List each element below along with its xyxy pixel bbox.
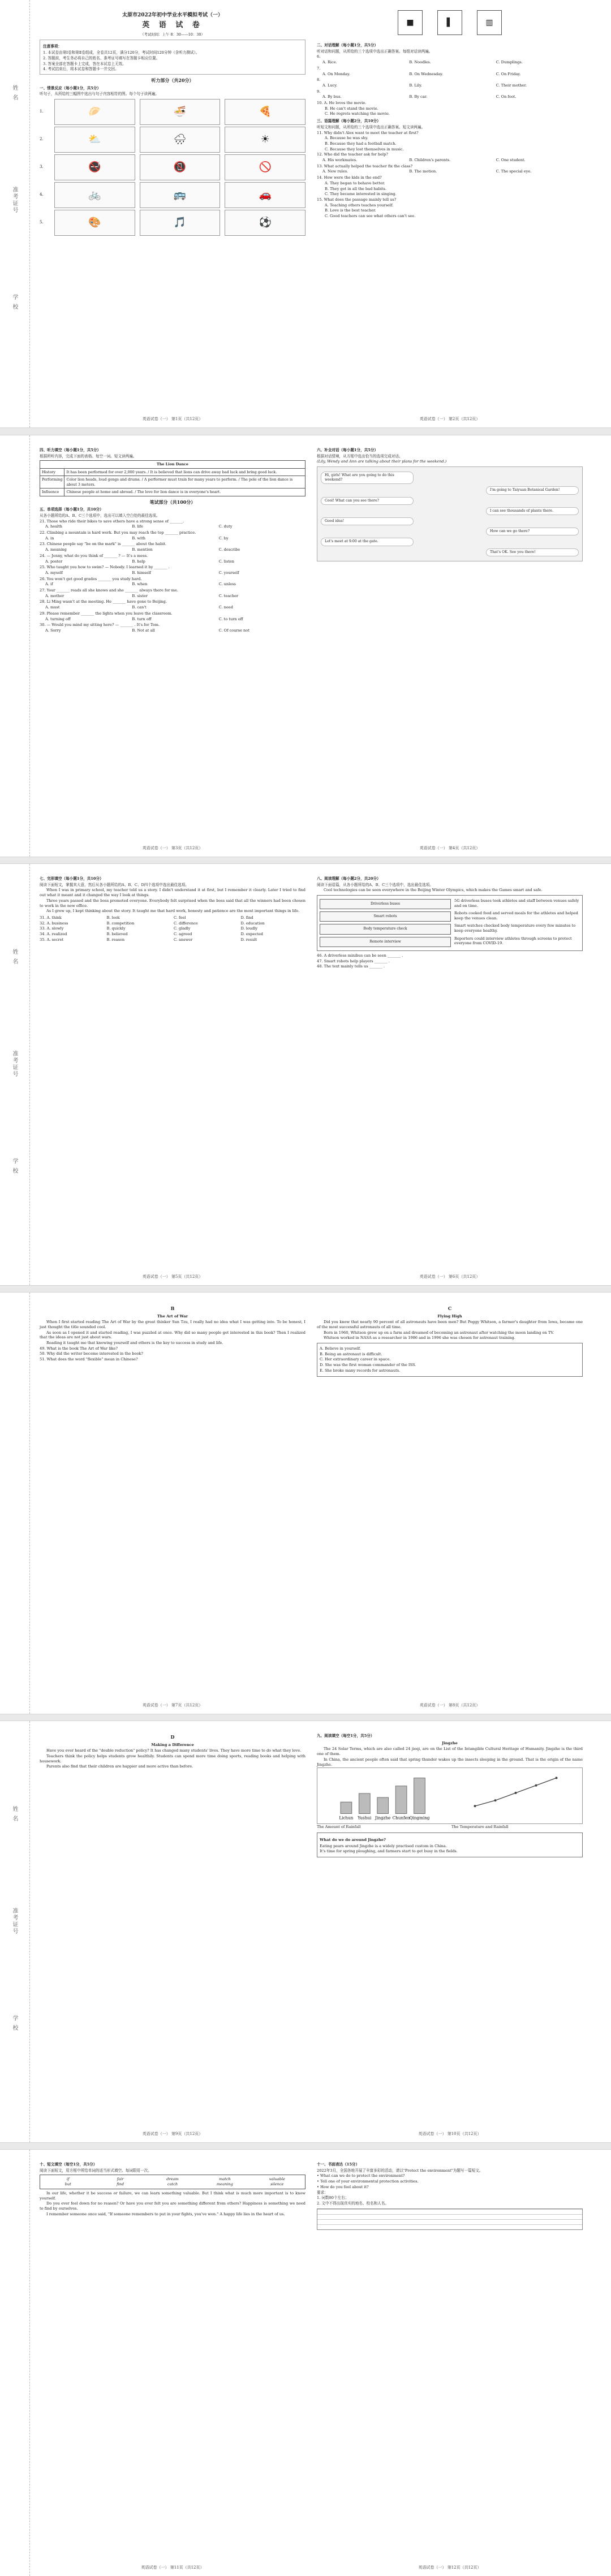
page-footer: 英语试卷（一） 第12页（共12页）	[418, 2565, 481, 2570]
rainfall-bar	[377, 1797, 389, 1813]
page-footer: 英语试卷（一） 第3页（共12页）	[142, 846, 203, 850]
picture-option: 🚫	[225, 154, 306, 180]
picture-option: 🍕	[225, 99, 306, 125]
spread-6	[0, 2150, 611, 2576]
temperature-point	[535, 1784, 537, 1787]
picture-box: ▌	[437, 10, 462, 35]
page-footer: 英语试卷（一） 第9页（共12页）	[142, 2132, 203, 2136]
page-2: 二、对话理解（每小题1分，共5分） 听对话和问题，从所给的三个选项中选出正确答案。每组对话读两遍。 6. A. Rice. B. Noodles. C. Dumplings. 7. A. On Monday. B. On Wednesday. C. On Friday. 8. A. Lucy. B. Lily. C. Their mother. 9. A. By bus. B. By car. C. On foot. 10. A. He loves the movie. B. He can't stand the movie. C. He regrets watching the movie. 三、语篇理解（每小题2分，共10分） 听短文和问题，从所给的三个选项中选出正确答案。短文读两遍。 11. Why didn't Alex want to meet the teacher at first? A. Because he was shy. B. Because they had a football match. C. Because they lost themselves in music. 12. Who did the teacher ask for help? A. His workmates. B. Children's parents. C. One student. 13. What actually helped the teacher fix the class? A. New rules. B. The motion. C. The special eye. 14. How were the kids in the end? A. They began to behave better. B. They got in all the bad habits. C. They became interested in singing. 15. What does the passage mainly tell us? A. Teaching others teaches yourself. B. Love is the best teacher. C. Good teachers can see what others can't see.	[317, 43, 532, 219]
temperature-point	[474, 1805, 476, 1807]
picture-option: 🚭	[54, 154, 135, 180]
picture-option: 🥟	[54, 99, 135, 125]
picture-box: ▥	[477, 10, 502, 35]
word-bank: if fair dream match valuable but find catch meaning silence	[40, 2175, 306, 2189]
chat-bubble: Good idea!	[321, 517, 414, 525]
picture-option: ⛅	[54, 127, 135, 153]
school-label: 学 校	[11, 294, 18, 311]
tech-cards: Driverless buses 5G driverless buses took athletes and staff between venues safely and on time. Smart robots Robots cooked food and served meals for the athletes and helped keep the venues clean. Body temperature check Smart watches checked body temperature every few minutes to keep everyone healthy. Remote interview Reporters could interview athletes through screens to protect everyone from COVID-19.	[317, 895, 583, 951]
bar-label: Jingzhe	[375, 1815, 391, 1821]
picture-option: 🌧	[140, 127, 221, 153]
spread-2	[0, 435, 611, 857]
page-8: C Flying High Did you know that nearly 90 percent of all astronauts have been men? But Peggy Whitson, a farmer's daughter from Iowa, became one of the most successful astronauts of all time. Born in 1960, Whitson grew up on a farm and dreamed of becoming an astronaut after watching the moon landing on TV. Whitson worked in NASA as a researcher in 1986 and in 1996 she was chosen for astronaut training. A. Believe in yourself. B. Being an astronaut is difficult. C. Her extraordinary career in space. D. She was the first woman commander of the ISS. E. She broke many records for astronauts.	[317, 1303, 583, 1379]
chat-bubble: That's OK. See you there!	[486, 548, 579, 556]
mcq-list: 21. Those who ride their bikes to save others have a strong sense of _______. A. health B. life C. duty 22. Climbing a mountain is hard work. But you may reach the top _______ practice. A. in B. with C. by 23. Chinese people say "be on the mark" is _______ about the habit. A. meaning B. mention C. describe 24. — Jenny, what do you think of _______ ? — It's a mess. A. poster B. help C. listen 25. Who taught you how to swim? — Nobody. I learned it by _______ . A. myself B. himself C. yourself 26. You won't get good grades _______ you study hard. A. if B. when C. unless 27. Your _______ reads all she knows and she _______ always there for me. A. mother B. sister C. teacher 28. Li Ming wasn't at the meeting. He _______ have gone to Beijing. A. must B. can't C. need 29. Please remember _______ the lights when you leave the classroom. A. turning off B. turn off C. to turn off 30. — Would you mind my sitting here? — _______ . It's for Tom. A. Sorry B. Not at all C. Of course not	[40, 518, 249, 633]
binding-gutter	[0, 0, 30, 427]
chat-bubble: Hi, girls! What are you going to do this weekend?	[321, 472, 414, 484]
answer-lines	[317, 2208, 583, 2230]
jingzhe-charts	[317, 1767, 583, 1824]
binding-gutter	[0, 435, 30, 857]
binding-gutter	[0, 1293, 30, 1714]
page-11: 十、短文填空（每空1分，共5分） 阅读下面短文，用方框中所给单词的适当形式填空。每词限用一次。 if fair dream match valuable but find catch meaning silence In our life, whether it be success or failure, we can learn something valuable. But I think what is much more important is to know yourself. Do you ever feel down for no reason? Or have you ever felt you are something different from others? Happiness is something we need to find by ourselves. I remember someone once said, "If someone remembers to put in your fights, you've won." A happy life lies in the heart of us.	[40, 2162, 306, 2216]
subject-title: 英 语 试 卷	[142, 20, 203, 29]
page-footer: 英语试卷（一） 第1页（共12页）	[142, 417, 203, 421]
jingzhe-customs: What do we do around Jingzhe? Eating pears around Jingzhe is a widely practised custom in China. It's time for spring ploughing, and farmers start to get busy in the fields.	[317, 1832, 583, 1857]
notice-box: 注意事项： 1. 本试卷由第Ⅰ卷和第Ⅱ卷组成，全卷共12页，满分120分，考试时间120分钟（含听力测试）。 2. 答题前，考生务必将自己的姓名、准考证号填写在答题卡相应位置。 3. 答案全部在答题卡上完成，答在本试卷上无效。 4. 考试结束后，将本试卷和答题卡一并交回。	[40, 40, 306, 75]
rainfall-bar-chart	[320, 1770, 448, 1821]
exam-title: 太原市2022年初中学业水平模拟考试（一）	[122, 12, 223, 18]
chat-dialog	[317, 466, 583, 561]
spread-3	[0, 864, 611, 1285]
name-label: 姓 名	[11, 85, 18, 102]
rainfall-bar	[341, 1802, 352, 1813]
exam-id-label: 准考证号	[11, 187, 18, 214]
spread-1	[0, 0, 611, 427]
page-5: 七、完形填空（每小题1分，共10分） 阅读下面短文，掌握其大意，然后从各小题所给的A、B、C、D四个选项中选出最佳选项。 When I was in primary school, my teacher told us a story. I didn't understand it at first, but I remember it clearly. Later I tried to find out what it meant and it changed the way I look at things. Three years passed and the boss promoted everyone. Everybody felt surprised when the boss said that all the winners had been chosen to work in the new office. As I grew up, I kept thinking about the story. It taught me that hard work, honesty and patience are the most important things in life. 31. A. think B. look C. feel D. find 32. A. business B. competition C. difference D. education 33. A. slowly B. quickly C. gladly D. loudly 34. A. realized B. believed C. agreed D. expected 35. A. secret B. reason C. answer D. result	[40, 876, 306, 942]
chat-bubble: How can we go there?	[486, 528, 579, 535]
page-3: 四、听力填空（每小题1分，共5分） 根据所听内容，完成下面的表格。每空一词。短文读两遍。 The Lion Dance History It has been performed for over 2,000 years. / It is believed that lions can drive away bad luck and bring good luck. Performing Color lion heads, loud gongs and drums. / A performer must train for many years to perform. / The pole of the lion dance is about 3 meters. Influence Chinese people at home and abroad. / The love for lion dance is in everyone's heart. 笔试部分（共100分） 五、单项选择（每小题1分，共10分） 从各小题所给的A、B、C三个选项中，选出可以填入空白处的最佳选项。 21. Those who ride their bikes to save others have a strong sense of _______. A. health B. life C. duty 22. Climbing a mountain is hard work. But you may reach the top _______ practice. A. in B. with C. by 23. Chinese people say "be on the mark" is _______ about the habit. A. meaning B. mention C. describe 24. — Jenny, what do you think of _______ ? — It's a mess. A. poster B. help C. listen 25. Who taught you how to swim? — Nobody. I learned it by _______ . A. myself B. himself C. yourself 26. You won't get good grades _______ you study hard. A. if B. when C. unless 27. Your _______ reads all she knows and she _______ always there for me. A. mother B. sister C. teacher 28. Li Ming wasn't at the meeting. He _______ have gone to Beijing. A. must B. can't C. need 29. Please remember _______ the lights when you leave the classroom. A. turning off B. turn off C. to turn off 30. — Would you mind my sitting here? — _______ . It's for Tom. A. Sorry B. Not at all C. Of course not	[40, 446, 306, 634]
picture-option: 🎵	[140, 210, 221, 236]
spread-4	[0, 1293, 611, 1714]
chat-bubble: Let's meet at 9:00 at the gate.	[321, 538, 414, 546]
top-picture-row	[317, 10, 583, 35]
page-footer: 英语试卷（一） 第8页（共12页）	[419, 1703, 480, 1708]
listening-title: 听力部分（共20分）	[151, 77, 194, 83]
bar-label: Qingming	[409, 1815, 430, 1821]
temperature-point	[494, 1800, 497, 1802]
picture-option: 🍜	[140, 99, 221, 125]
page-footer: 英语试卷（一） 第7页（共12页）	[142, 1703, 203, 1708]
time-note: （考试时间：上午 8：30——10：30）	[140, 32, 205, 37]
heading-options-box: A. Believe in yourself. B. Being an astronaut is difficult. C. Her extraordinary career in space. D. She was the first woman commander of the ISS. E. She broke many records for astronauts.	[317, 1343, 583, 1377]
chat-bubble: Cool! What can you see there?	[321, 497, 414, 505]
picture-option: 🚗	[225, 182, 306, 208]
chat-bubble: I can see thousands of plants there.	[486, 507, 579, 515]
binding-gutter: 姓 名 准考证号 学 校	[0, 1721, 30, 2142]
page-4: 六、补全对话（每小题1分，共5分） 根据对话情境，从方框中选出恰当的选项完成对话。 (Lily, Wendy and Ann are talking about their plans for the weekend.) Hi, girls! What are you going to do this weekend? I'm going to Taiyuan Botanical Garden! Cool! What can you see there? I can see thousands of plants there. Good idea! How can we go there? Let's meet at 9:00 at the gate. That's OK. See you there!	[317, 446, 583, 564]
page-12: 十一、书面表达（15分） 2022年3月，全国各地开展了丰富多彩的活动，请以"Protect the environment"为题写一篇短文。 • What can we do to protect the environment? • Tell one of your environmental protection activities. • How do you feel about it? 要求： 1. 词数80个左右； 2. 文中不得出现真实的地名、校名和人名。	[317, 2160, 583, 2232]
lion-dance-table: The Lion Dance History It has been performed for over 2,000 years. / It is believed that lions can drive away bad luck and bring good luck. Performing Color lion heads, loud gongs and drums. / A performer must train for many years to perform. / The pole of the lion dance is about 3 meters. Influence Chinese people at home and abroad. / The love for lion dance is in everyone's heart.	[40, 460, 306, 496]
page-footer: 英语试卷（一） 第2页（共12页）	[419, 417, 480, 421]
picture-option: 📵	[140, 154, 221, 180]
cloze-options: 31. A. think B. look C. feel D. find 32. A. business B. competition C. difference D. education 33. A. slowly B. quickly C. gladly D. loudly 34. A. realized B. believed C. agreed D. expected 35. A. secret B. reason C. answer D. result	[40, 915, 265, 942]
bar-label: Lichun	[339, 1815, 354, 1821]
temperature-point	[556, 1777, 558, 1779]
binding-gutter: 姓 名 准考证号 学 校	[0, 864, 30, 1285]
page-footer: 英语试卷（一） 第4页（共12页）	[419, 846, 480, 850]
picture-option: ☀	[225, 127, 306, 153]
page-6: 八、阅读理解（每小题2分，共20分） 阅读下面语篇，从各小题所给的A、B、C三个选项中，选出最佳选项。 Cool technologies can be seen everywhere in the Beijing Winter Olympics, which makes the Games smart and safe. Driverless buses 5G driverless buses took athletes and staff between venues safely and on time. Smart robots Robots cooked food and served meals for the athletes and helped keep the venues clean. Body temperature check Smart watches checked body temperature every few minutes to keep everyone healthy. Remote interview Reporters could interview athletes through screens to protect everyone from COVID-19. 46. A driverless minibus can be seen _______ . 47. Smart robots help players _______ . 48. The text mainly tells us _______ .	[317, 874, 583, 970]
chat-bubble: I'm going to Taiyuan Botanical Garden!	[486, 486, 579, 494]
binding-gutter	[0, 2150, 30, 2576]
rainfall-bar	[395, 1786, 407, 1814]
page-footer: 英语试卷（一） 第11页（共12页）	[141, 2565, 204, 2570]
page-9: D Making a Difference Have you ever heard of the "double reduction" policy? It has changed many students' lives. They have more time to do what they love. Teachers think the policy helps students grow healthily. Students can spend more time doing sports, reading books and helping with housework. Parents also find that their children are happier and more active than before.	[40, 1734, 306, 1769]
temperature-point	[515, 1792, 517, 1794]
picture-box: ■	[398, 10, 423, 35]
temperature-line-chart	[451, 1770, 580, 1821]
writing-title: 笔试部分（共100分）	[149, 499, 196, 505]
picture-option: ⚽	[225, 210, 306, 236]
bar-label: Yushui	[358, 1815, 372, 1821]
picture-option: 🚲	[54, 182, 135, 208]
page-7: B The Art of War When I first started reading The Art of War by the great thinker Sun Tzu, I really had no idea what I was getting into. To be honest, I just thought the title sounded cool. As soon as I opened it and started reading, I was puzzled at once. Why did so many people get interested in this book? Then I realized that the ideas are not just about wars. Reading it taught me that knowing yourself and others is the key to success in study and life. 49. What is the book The Art of War like? 50. Why did the writer become interested in the book? 51. What does the word "flexible" mean in Chinese?	[40, 1306, 306, 1362]
page-1: 太原市2022年初中学业水平模拟考试（一） 英 语 试 卷 （考试时间：上午 8：30——10：30） 注意事项： 1. 本试卷由第Ⅰ卷和第Ⅱ卷组成，全卷共12页，满分120分，考试时间120分钟（含听力测试）。 2. 答题前，考生务必将自己的姓名、准考证号填写在答题卡相应位置。 3. 答案全部在答题卡上完成，答在本试卷上无效。 4. 考试结束后，将本试卷和答题卡一并交回。 听力部分（共20分） 一、情景反应（每小题1分，共5分） 听句子，从所给的三幅图中选出与句子内容相符的图。每个句子读两遍。 1. 🥟 🍜 🍕 2. ⛅ 🌧 ☀ 3. 🚭 📵 🚫 4. 🚲 🚌 🚗 5. 🎨 🎵 ⚽	[40, 10, 306, 239]
picture-option: 🚌	[140, 182, 221, 208]
picture-option: 🎨	[54, 210, 135, 236]
picture-grid: 1. 🥟 🍜 🍕 2. ⛅ 🌧 ☀ 3. 🚭 📵 🚫 4. 🚲 🚌 🚗 5. 🎨 🎵 ⚽	[40, 99, 306, 236]
rainfall-bar	[359, 1793, 370, 1814]
page-footer: 英语试卷（一） 第6页（共12页）	[419, 1274, 480, 1279]
page-footer: 英语试卷（一） 第5页（共12页）	[142, 1274, 203, 1279]
page-footer: 英语试卷（一） 第10页（共12页）	[418, 2132, 481, 2136]
bar-label: Chunfen	[392, 1815, 410, 1821]
page-10: 九、阅读填空（每空1分，共5分） Jingzhe The 24 Solar Terms, which are also called 24 jieqi, are on the List of the Intangible Cultural Heritage of Humanity. Jingzhe is the third one of them. In China, the ancient people often said that spring thunder wakes up the insects sleeping in the ground. That is the origin of the name Jingzhe. Lichun Yushui Jingzhe Chunfen Qingming The Amount of Rainfall The Temperature and Rainfall What do we do around Jingzhe? Eating pears around Jingzhe is a widely practised custom in China. It's time for spring ploughing, and farmers start to get busy in the fields.	[317, 1731, 583, 1860]
rainfall-bar	[414, 1778, 425, 1814]
spread-5	[0, 1721, 611, 2142]
